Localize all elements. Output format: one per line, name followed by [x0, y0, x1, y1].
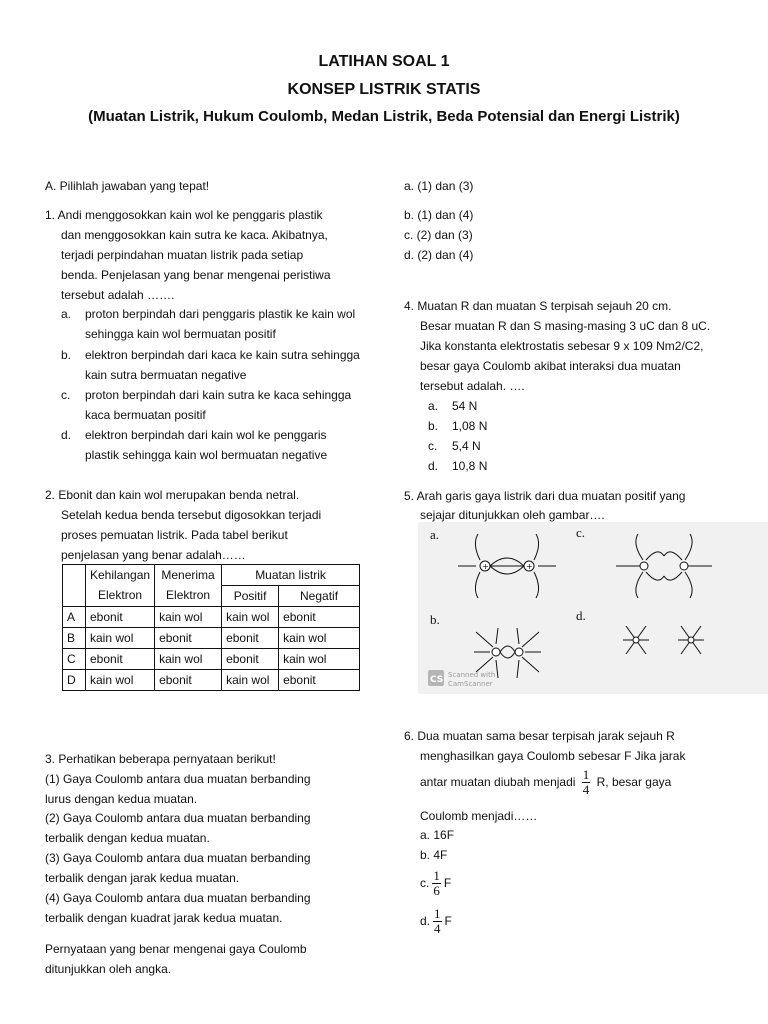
page-subtitle: KONSEP LISTRIK STATIS [287, 81, 481, 98]
q6-option-c[interactable]: c. $\frac{1}{6}$ F [420, 868, 452, 899]
table-row[interactable]: A ebonit kain wol kain wol ebonit [63, 607, 360, 628]
header-menerima: Menerima Elektron [155, 565, 222, 607]
fraction: $\frac{1}{4}$ [434, 906, 441, 937]
topics-line: (Muatan Listrik, Hukum Coulomb, Medan Listrik, Beda Potensial dan Energi Listrik) [88, 108, 680, 125]
svg-text:Scanned with: Scanned with [448, 671, 496, 679]
figure-background [418, 522, 768, 694]
q1-line: terjadi perpindahan muatan listrik pada setiap [61, 248, 304, 262]
q3-closing: ditunjukkan oleh angka. [45, 962, 172, 976]
q3-line: lurus dengan kedua muatan. [45, 792, 198, 806]
fraction: $\frac{1}{4}$ [582, 767, 590, 798]
q3-option-b[interactable]: b. (1) dan (4) [404, 208, 474, 222]
q6-option-a[interactable]: a. 16F [420, 828, 455, 842]
q1-option-c[interactable]: c. proton berpindah dari kain sutra ke kaca sehingga kaca bermuatan positif [61, 388, 352, 422]
q4-option-a[interactable]: a. 54 N [428, 399, 478, 413]
q3-line: terbalik dengan kuadrat jarak kedua muatan. [45, 911, 283, 925]
q5-line: 5. Arah garis gaya listrik dari dua muatan positif yang [404, 489, 686, 503]
table-row[interactable]: B kain wol ebonit ebonit kain wol [63, 628, 360, 649]
q4-line: tersebut adalah. …. [420, 379, 525, 393]
q6-option-d[interactable]: d. $\frac{1}{4}$ F [420, 906, 452, 937]
q1-line: benda. Penjelasan yang benar mengenai peristiwa [61, 268, 331, 282]
q6-option-b[interactable]: b. 4F [420, 848, 448, 862]
q2-line: 2. Ebonit dan kain wol merupakan benda netral. [45, 488, 300, 502]
q3-line: terbalik dengan kedua muatan. [45, 831, 210, 845]
q4-line: Besar muatan R dan S masing-masing 3 uC dan 8 uC. [420, 319, 711, 333]
q3-line: (4) Gaya Coulomb antara dua muatan berbanding [45, 891, 311, 905]
section-a-heading: A. Pilihlah jawaban yang tepat! [45, 179, 210, 193]
header-kehilangan: Kehilangan Elektron [86, 565, 155, 607]
q2-line: proses pemuatan listrik. Pada tabel berikut [61, 528, 288, 542]
q3-closing: Pernyataan yang benar mengenai gaya Coulomb [45, 942, 307, 956]
q1-option-b[interactable]: b. elektron berpindah dari kaca ke kain sutra sehingga kain sutra bermuatan negative [61, 348, 360, 382]
table-row[interactable]: D kain wol ebonit kain wol ebonit [63, 670, 360, 691]
q6-line: Coulomb menjadi…… [420, 809, 538, 823]
header-negatif: Negatif [279, 586, 360, 607]
q3-line: (2) Gaya Coulomb antara dua muatan berbanding [45, 811, 311, 825]
figure-label-d: d. [576, 608, 586, 623]
q4-line: 4. Muatan R dan muatan S terpisah sejauh 20 cm. [404, 299, 672, 313]
figure-label-c: c. [576, 525, 586, 540]
svg-text:CS: CS [430, 675, 444, 685]
table-row[interactable]: C ebonit kain wol ebonit kain wol [63, 649, 360, 670]
q1-line: 1. Andi menggosokkan kain wol ke penggaris plastik [45, 208, 323, 222]
header-positif: Positif [222, 586, 279, 607]
q1-line: tersebut adalah ……. [61, 288, 175, 302]
q1-line: dan menggosokkan kain sutra ke kaca. Akibatnya, [61, 228, 328, 242]
charge-plus-symbol: + [526, 562, 533, 571]
q2-line: Setelah kedua benda tersebut digosokkan terjadi [61, 508, 322, 522]
q3-option-c[interactable]: c. (2) dan (3) [404, 228, 473, 242]
q3-option-d[interactable]: d. (2) dan (4) [404, 248, 474, 262]
page-title: LATIHAN SOAL 1 [318, 53, 450, 70]
svg-text:CamScanner: CamScanner [448, 680, 493, 688]
table-corner-cell [63, 565, 86, 607]
q3-line: (3) Gaya Coulomb antara dua muatan berbanding [45, 851, 311, 865]
figure-label-a: a. [430, 527, 440, 542]
q1-option-a[interactable]: a. proton berpindah dari penggaris plastik ke kain wol sehingga kain wol bermuatan positif [61, 307, 356, 341]
figure-label-b: b. [430, 612, 440, 627]
q2-answer-table [62, 564, 360, 691]
q4-option-c[interactable]: c. 5,4 N [428, 439, 481, 453]
q3-option-a[interactable]: a. (1) dan (3) [404, 179, 474, 193]
q3-line: (1) Gaya Coulomb antara dua muatan berbanding [45, 772, 311, 786]
q5-line: sejajar ditunjukkan oleh gambar…. [420, 508, 605, 522]
q1-option-d[interactable]: d. elektron berpindah dari kain wol ke penggaris plastik sehingga kain wol bermuatan negative [61, 428, 328, 462]
charge-plus-symbol: + [482, 562, 489, 571]
field-lines-figure [418, 522, 768, 694]
q3-line: 3. Perhatikan beberapa pernyataan berikut! [45, 752, 276, 766]
header-muatan: Muatan listrik [222, 565, 360, 586]
q4-line: besar gaya Coulomb akibat interaksi dua muatan [420, 359, 681, 373]
q6-line: antar muatan diubah menjadi $\frac{1}{4}$ R, besar gaya [420, 767, 672, 798]
q2-line: penjelasan yang benar adalah…… [61, 548, 246, 562]
q4-option-b[interactable]: b. 1,08 N [428, 419, 488, 433]
fraction: $\frac{1}{6}$ [433, 868, 440, 899]
q3-line: terbalik dengan jarak kedua muatan. [45, 871, 240, 885]
q4-line: Jika konstanta elektrostatis sebesar 9 x 109 Nm2/C2, [420, 339, 704, 353]
q6-line: menghasilkan gaya Coulomb sebesar F Jika jarak [420, 749, 686, 763]
q6-line: 6. Dua muatan sama besar terpisah jarak sejauh R [404, 729, 675, 743]
q4-option-d[interactable]: d. 10,8 N [428, 459, 488, 473]
